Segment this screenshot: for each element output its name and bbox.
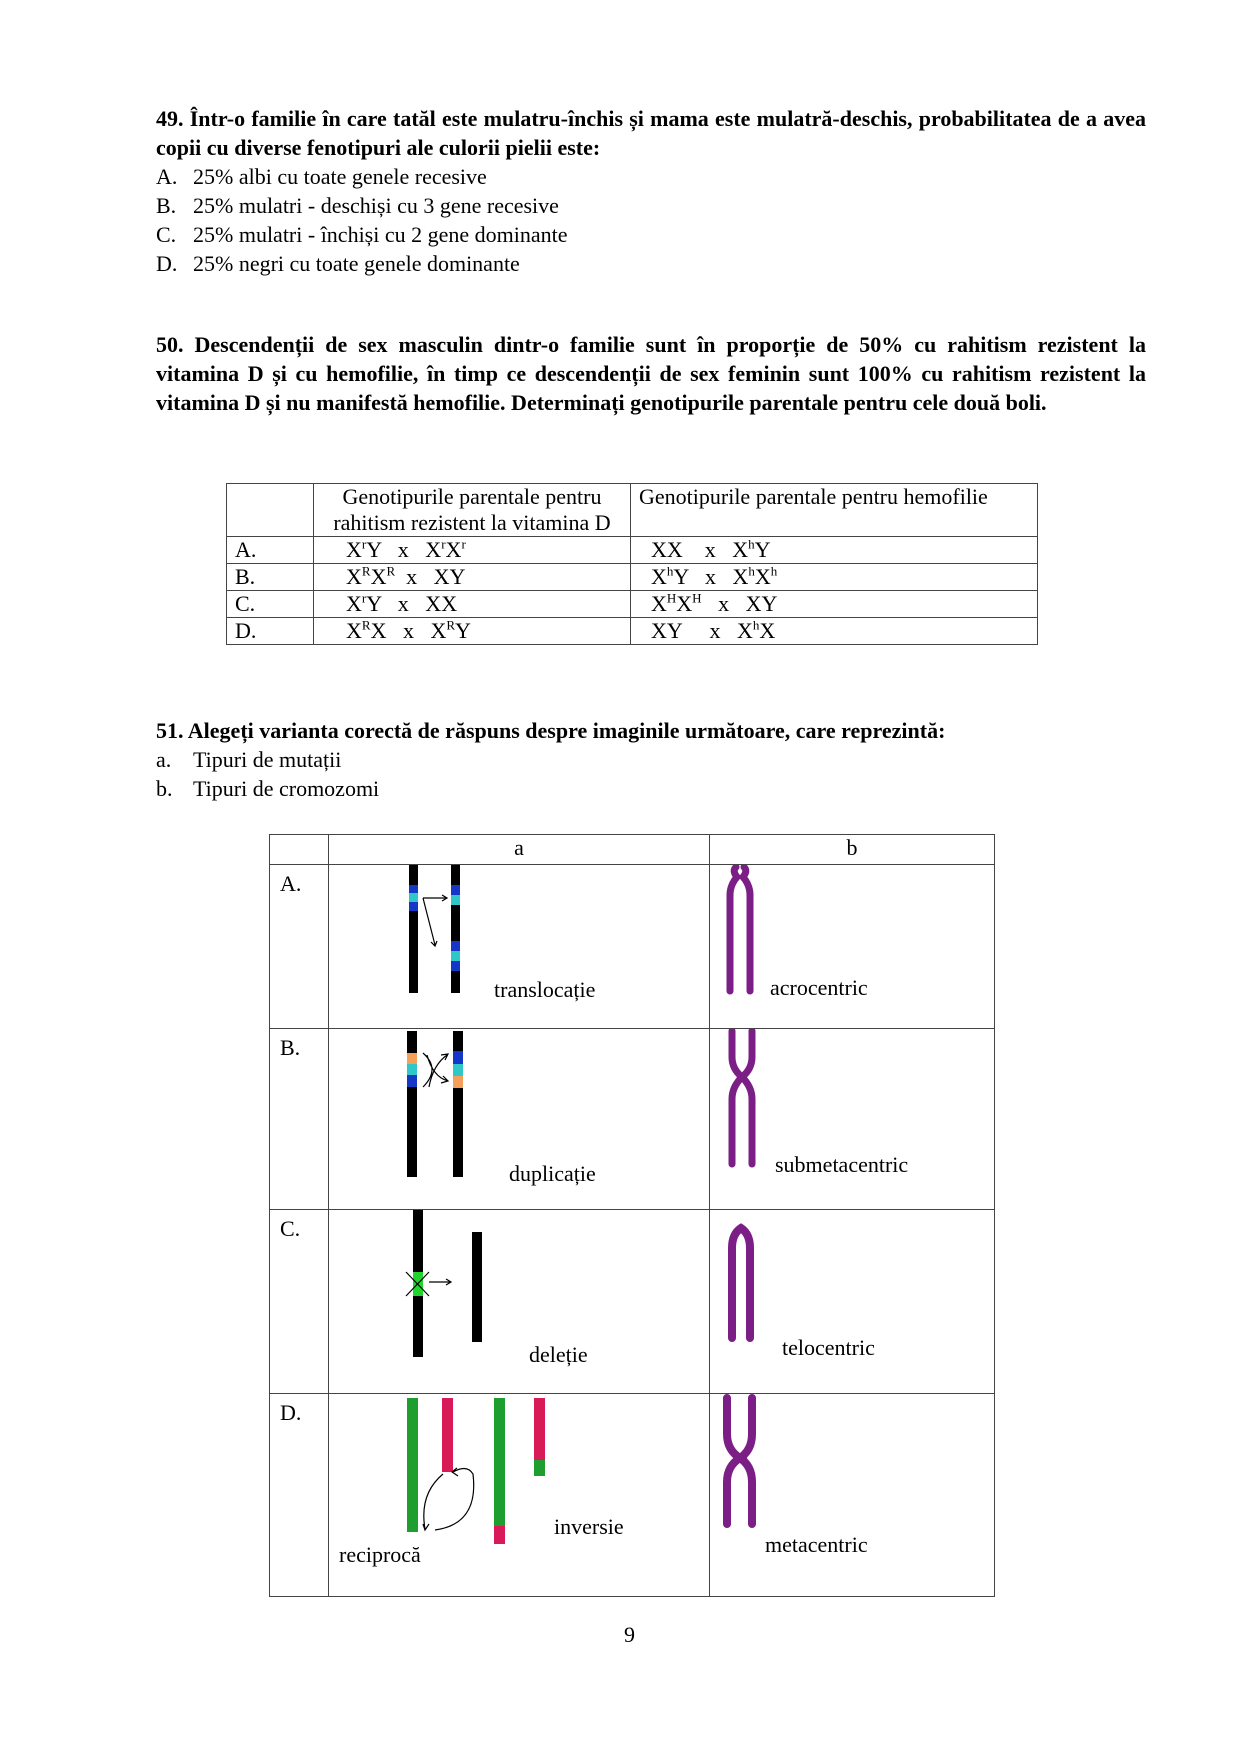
row-letter: B. (280, 1035, 301, 1060)
option-text: Tipuri de mutații (193, 747, 342, 772)
chromosome-label: metacentric (765, 1532, 868, 1557)
mutation-label: duplicație (509, 1161, 596, 1186)
table-header-row (270, 835, 995, 865)
table-row (227, 564, 1038, 591)
submetacentric-chromosome (710, 1029, 995, 1210)
genotype-rahitism: $X^rY$ x XX (314, 591, 631, 618)
mutation-label: inversie (554, 1514, 624, 1539)
chromosome-label: acrocentric (770, 975, 868, 1000)
option-letter: b. (156, 776, 173, 801)
row-letter: A. (227, 537, 314, 564)
table-row (270, 1394, 995, 1597)
option-text: Tipuri de cromozomi (193, 776, 380, 801)
option-letter: A. (156, 164, 178, 189)
acrocentric-chromosome (710, 865, 995, 1029)
option-letter: C. (156, 222, 177, 247)
question-49 (156, 104, 1146, 278)
option-text: 25% albi cu toate genele recesive (193, 164, 487, 189)
mutation-label-2: reciprocă (339, 1542, 421, 1567)
header-rahitism: Genotipurile parentale pentru rahitism rezistent la vitamina D (314, 484, 631, 537)
table-row (270, 1210, 995, 1394)
translocation-diagram (329, 865, 709, 1029)
question-51-title: 51. Alegeți varianta corectă de răspuns despre imaginile următoare, care reprezintă: (156, 718, 946, 743)
row-letter: C. (280, 1216, 301, 1241)
genotype-table (226, 483, 1038, 645)
answer-option (156, 745, 1146, 774)
question-50 (156, 330, 1146, 417)
chromosome-label: submetacentric (775, 1152, 909, 1177)
table-row (227, 537, 1038, 564)
row-letter: C. (227, 591, 314, 618)
genotype-rahitism: $X^RX$ x $X^RY$ (314, 618, 631, 645)
question-51 (156, 716, 1146, 803)
row-letter: D. (280, 1400, 302, 1425)
genotype-hemofilie: XX x $X^hY$ (631, 537, 1038, 564)
genotype-rahitism: $X^rY$ x $X^rX^r$ (314, 537, 631, 564)
answer-option (156, 191, 1146, 220)
row-letter: D. (227, 618, 314, 645)
genotype-hemofilie: $X^hY$ x $X^hX^h$ (631, 564, 1038, 591)
question-50-title: 50. Descendenții de sex masculin dintr-o familie sunt în proporție de 50% cu rahitism rezistent la vitamina D și cu hemofilie, în timp ce descendenții de sex feminin sunt 100% cu rahitism rezistent la vitamina D și nu manifestă hemofilie. Determinați genotipurile parentale pentru cele două boli. (156, 332, 1146, 415)
option-text: 25% mulatri - închiși cu 2 gene dominante (193, 222, 568, 247)
row-letter: A. (280, 871, 302, 896)
answer-option (156, 774, 1146, 803)
answer-option (156, 162, 1146, 191)
option-text: 25% negri cu toate genele dominante (193, 251, 520, 276)
table-row (270, 1029, 995, 1210)
mutation-label: deleție (529, 1342, 588, 1367)
answer-option (156, 249, 1146, 278)
telocentric-chromosome (710, 1210, 995, 1394)
chromosome-label: telocentric (782, 1335, 875, 1360)
header-hemofilie: Genotipurile parentale pentru hemofilie (631, 484, 1038, 537)
mutation-label: translocație (494, 977, 596, 1002)
option-text: 25% mulatri - deschiși cu 3 gene recesive (193, 193, 559, 218)
chromosome-table (269, 834, 995, 1597)
question-49-title: 49. Într-o familie în care tatăl este mulatru-închis și mama este mulatră-deschis, probabilitatea de a avea copii cu diverse fenotipuri ale culorii pielii este: (156, 106, 1146, 160)
genotype-hemofilie: XY x $X^hX$ (631, 618, 1038, 645)
header-b: b (710, 835, 995, 865)
page-number: 9 (624, 1622, 635, 1647)
option-letter: B. (156, 193, 177, 218)
deletion-diagram (329, 1210, 709, 1394)
option-letter: a. (156, 747, 172, 772)
table-row (227, 591, 1038, 618)
table-row (270, 865, 995, 1029)
option-letter: D. (156, 251, 178, 276)
table-header-row (227, 484, 1038, 537)
answer-option (156, 220, 1146, 249)
metacentric-chromosome (710, 1394, 995, 1597)
table-row (227, 618, 1038, 645)
header-a: a (329, 835, 710, 865)
genotype-hemofilie: $X^HX^H$ x XY (631, 591, 1038, 618)
row-letter: B. (227, 564, 314, 591)
genotype-rahitism: $X^RX^R$ x XY (314, 564, 631, 591)
